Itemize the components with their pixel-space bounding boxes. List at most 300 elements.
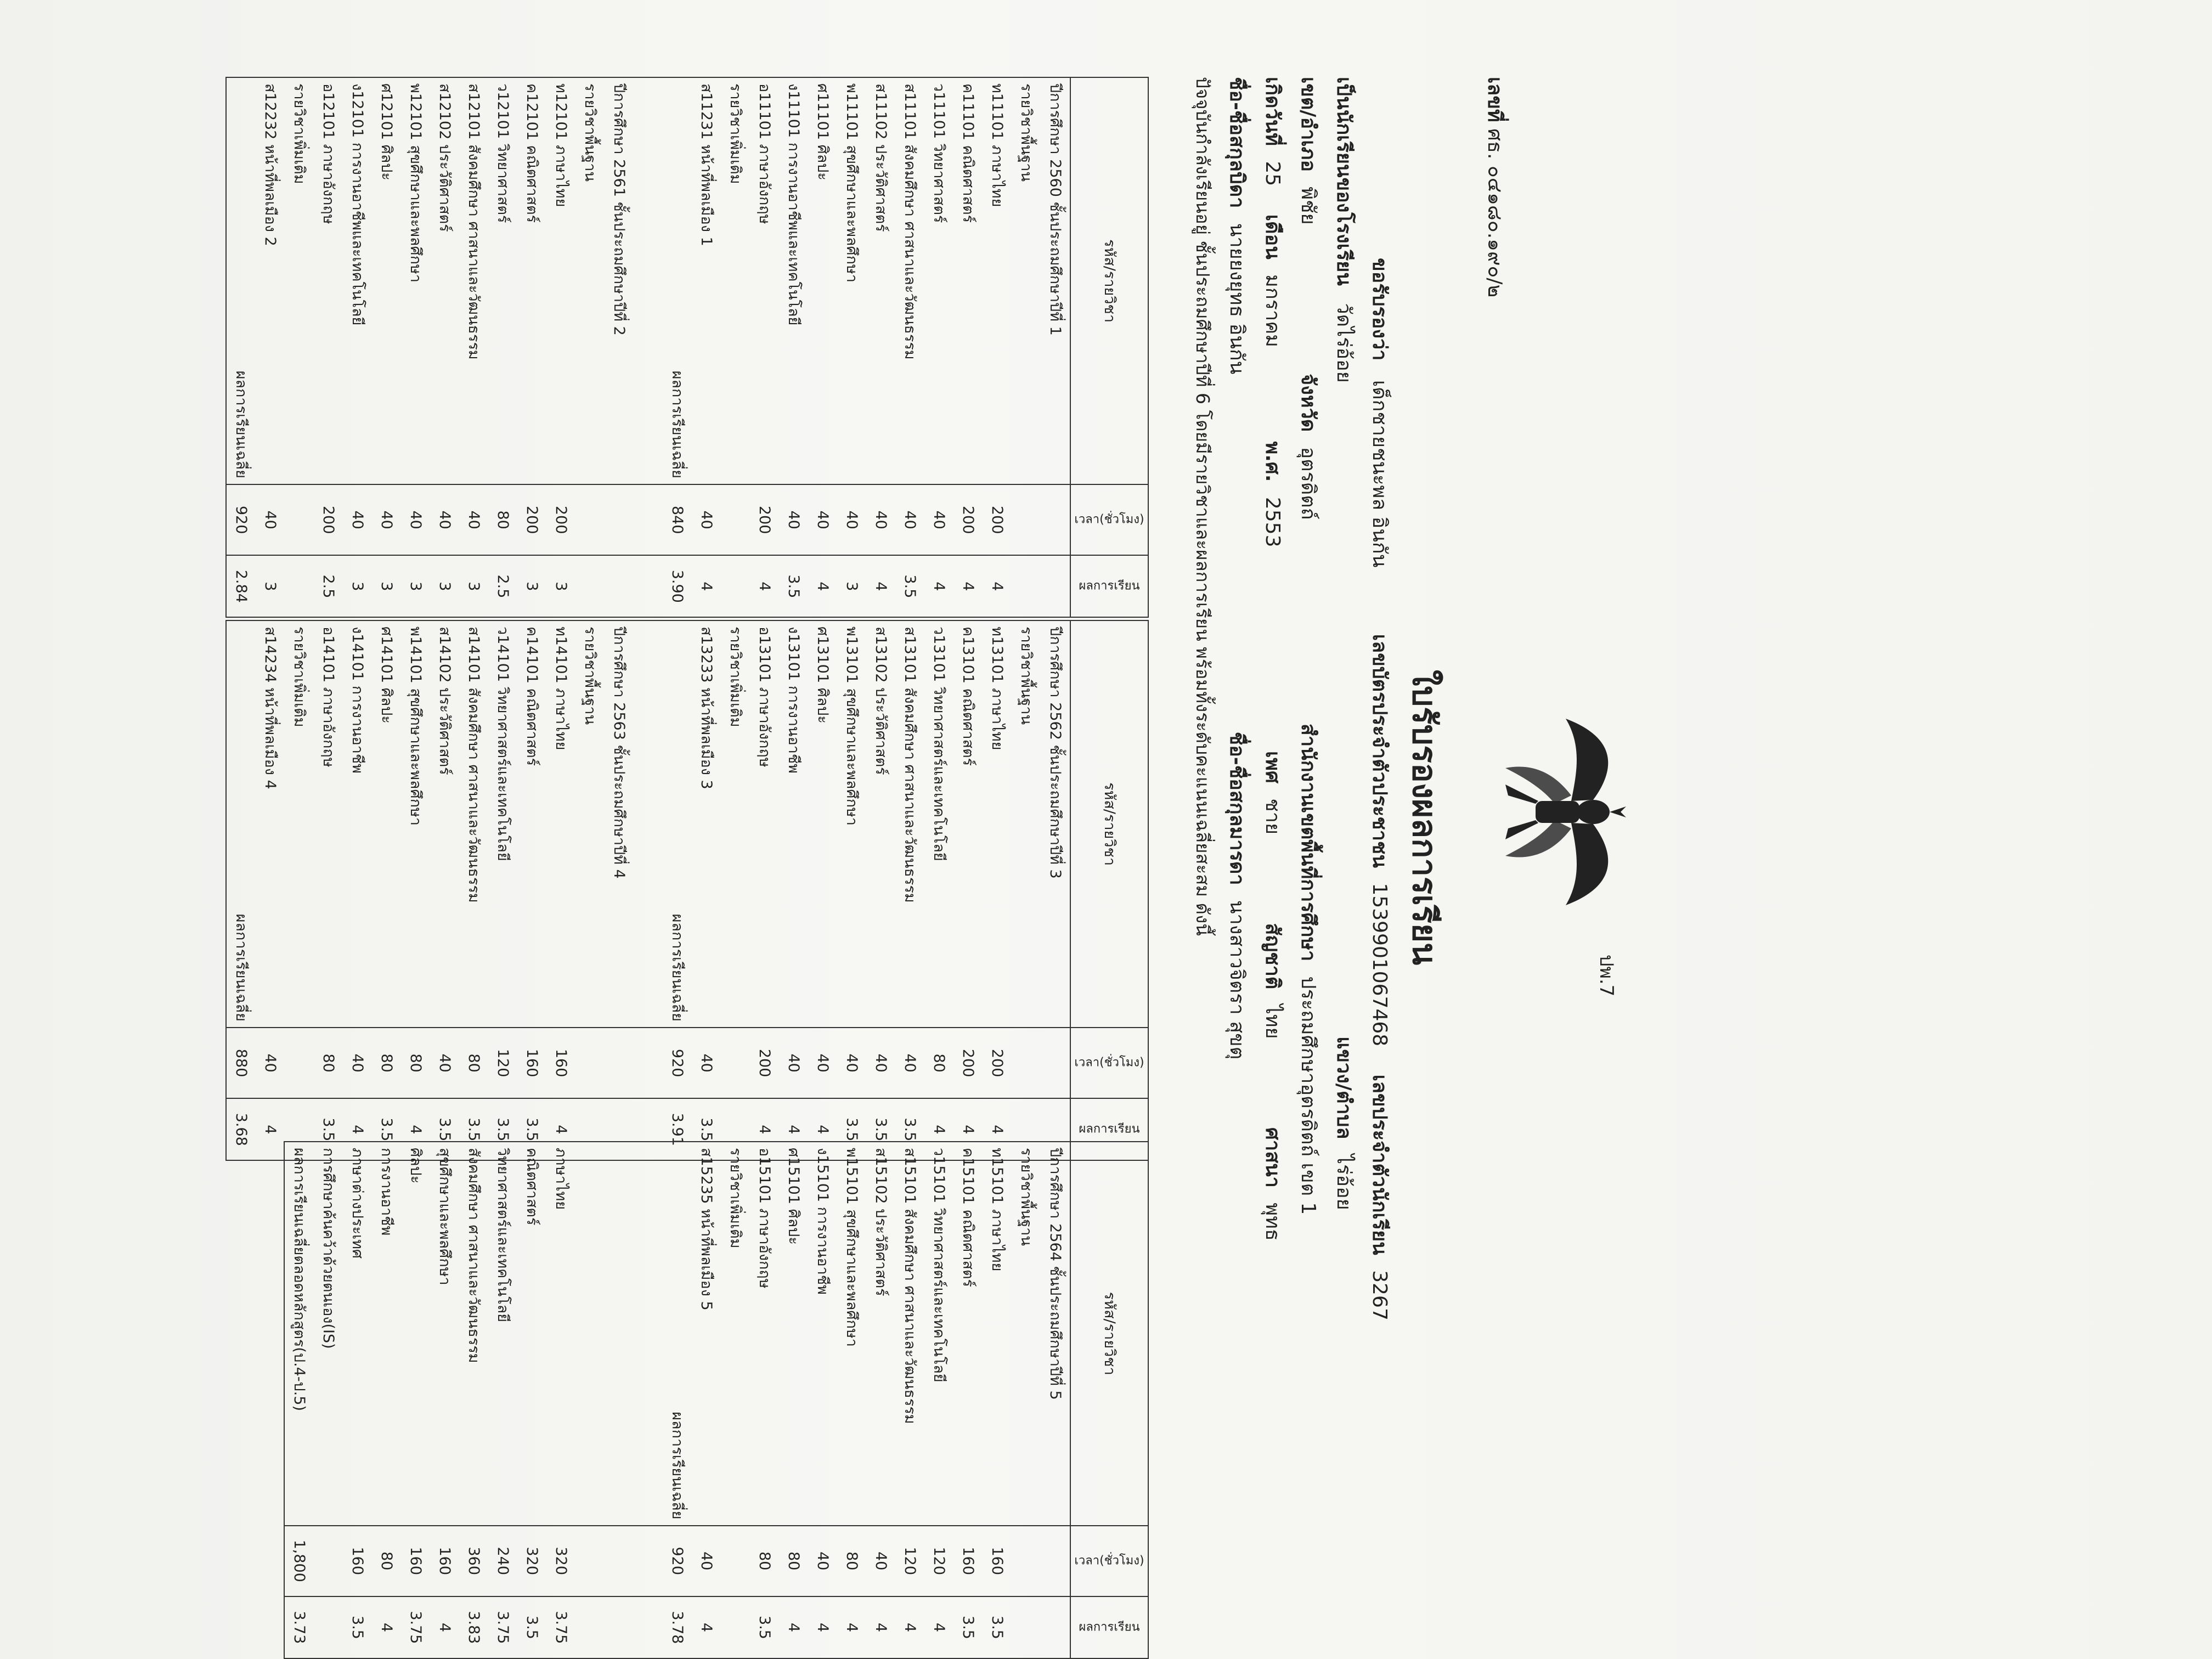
empty-cell [285,555,314,617]
year-title: ปีการศึกษา 2560 ชั้นประถมศึกษาปีที่ 1 [1041,77,1070,484]
subject-hours: 160 [953,1526,983,1596]
subject-hours: 80 [314,1028,343,1098]
empty-cell [634,1142,663,1526]
subject-name: ศ14101 ศิลปะ [372,620,401,1028]
subject-hours: 40 [808,484,837,555]
table-row [779,1142,808,1658]
table-row [459,1142,488,1658]
year-average-label: ผลการเรียนเฉลี่ย [663,1142,692,1526]
subject-hours: 200 [314,484,343,555]
table-row [779,77,808,617]
table-row [983,1142,1012,1658]
subject-name: ว13101 วิทยาศาสตร์และเทคโนโลยี [924,620,953,1028]
subject-grade: 4 [692,1596,721,1658]
table-row [924,1142,953,1658]
table-row [866,77,895,617]
extra-subjects-label: รายวิชาเพิ่มเติม [721,620,750,1028]
summary-subject: ภาษาไทย [546,1142,575,1526]
empty-cell [1041,1596,1070,1658]
subject-hours: 80 [837,1526,866,1596]
table-row [517,620,546,1160]
subject-hours: 40 [895,1028,924,1098]
table-row [401,77,430,617]
year-average: 3.91 [663,1098,692,1160]
summary-subject: สังคมศึกษา ศาสนาและวัฒนธรรม [459,1142,488,1526]
subject-hours: 40 [895,484,924,555]
table-row [343,77,372,617]
empty-cell [1012,1596,1041,1658]
empty-cell [605,555,634,617]
table-row [837,77,866,617]
table-row [634,77,663,617]
subject-grade: 3 [546,555,575,617]
summary-hours [314,1526,343,1596]
subject-hours: 40 [808,1526,837,1596]
table-row [459,77,488,617]
empty-cell [1041,1028,1070,1098]
year-total-hours: 920 [663,1526,692,1596]
subject-name: อ15101 ภาษาอังกฤษ [750,1142,779,1526]
summary-subject: วิทยาศาสตร์และเทคโนโลยี [488,1142,517,1526]
subject-name: ศ11101 ศิลปะ [808,77,837,484]
year-average-label: ผลการเรียนเฉลี่ย [663,77,692,484]
subject-grade: 4 [808,555,837,617]
subject-name: ส11101 สังคมศึกษา ศาสนาและวัฒนธรรม [895,77,924,484]
summary-grade: 3.5 [517,1596,546,1658]
subject-name: ท15101 ภาษาไทย [983,1142,1012,1526]
summary-grade: 4 [372,1596,401,1658]
table-row [721,1142,750,1658]
subject-grade: 4 [808,1596,837,1658]
summary-subject: สุขศึกษาและพลศึกษา [430,1142,459,1526]
table-row [663,1142,692,1658]
subject-grade: 3.5 [459,1098,488,1160]
subject-grade: 3.5 [779,555,808,617]
empty-cell [575,1526,605,1596]
subject-grade: 3.5 [314,1098,343,1160]
table-row [285,620,314,1160]
subject-name: ค13101 คณิตศาสตร์ [953,620,983,1028]
curriculum-average: 3.73 [284,1596,314,1658]
empty-cell [605,1526,634,1596]
table-row [430,77,459,617]
empty-cell [721,1028,750,1098]
table-row [226,620,256,1160]
table-row [488,620,517,1160]
hours-header: เวลา(ชั่วโมง) [1070,1028,1148,1098]
subject-hours: 80 [401,1028,430,1098]
subject-name: ส13233 หน้าที่พลเมือง 3 [692,620,721,1028]
subject-name: ว12101 วิทยาศาสตร์ [488,77,517,484]
subject-grade: 3 [459,555,488,617]
table-row [284,1142,314,1658]
subject-hours: 40 [692,484,721,555]
empty-cell [1041,555,1070,617]
subject-name: ศ12101 ศิลปะ [372,77,401,484]
subject-grade: 3.5 [895,1098,924,1160]
subject-header: รหัส/รายวิชา [1070,77,1148,484]
subject-grade: 3 [372,555,401,617]
empty-cell [605,1142,634,1526]
subject-hours: 120 [924,1526,953,1596]
grades-table-3 [284,1141,1149,1659]
curriculum-total-hours: 1,800 [284,1526,314,1596]
subject-name: ง15101 การงานอาชีพ [808,1142,837,1526]
basic-subjects-label: รายวิชาพื้นฐาน [1012,77,1041,484]
subject-name: ส14102 ประวัติศาสตร์ [430,620,459,1028]
table-row [866,1142,895,1658]
empty-cell [1012,484,1041,555]
subject-grade: 4 [401,1098,430,1160]
subject-hours: 40 [866,484,895,555]
table-row [750,620,779,1160]
table-row [1012,1142,1041,1658]
empty-cell [1012,1028,1041,1098]
table-row [1012,620,1041,1160]
year-average: 3.78 [663,1596,692,1658]
subject-grade: 4 [750,555,779,617]
table-row [605,77,634,617]
subject-name: ท12101 ภาษาไทย [546,77,575,484]
empty-cell [605,1028,634,1098]
empty-cell [605,1596,634,1658]
table-row [895,77,924,617]
empty-cell [634,1526,663,1596]
subject-grade: 4 [983,1098,1012,1160]
document-title: ใบรับรองผลการเรียน [1405,669,1443,966]
subject-hours: 40 [256,484,285,555]
subject-grade: 3.5 [372,1098,401,1160]
subject-hours: 40 [866,1028,895,1098]
year-total-hours: 840 [663,484,692,555]
subject-name: ว15101 วิทยาศาสตร์และเทคโนโลยี [924,1142,953,1526]
empty-cell [575,484,605,555]
table-row [401,1142,430,1658]
subject-grade: 3 [517,555,546,617]
empty-cell [721,555,750,617]
subject-name: อ14101 ภาษาอังกฤษ [314,620,343,1028]
summary-subject: การงานอาชีพ [372,1142,401,1526]
subject-grade: 4 [779,1098,808,1160]
table-row [663,620,692,1160]
subject-name: ท11101 ภาษาไทย [983,77,1012,484]
table-row [1041,77,1070,617]
subject-grade: 4 [866,555,895,617]
empty-cell [605,484,634,555]
extra-subjects-label: รายวิชาเพิ่มเติม [285,77,314,484]
empty-cell [575,1142,605,1526]
subject-hours: 40 [866,1526,895,1596]
subject-name: ส14101 สังคมศึกษา ศาสนาและวัฒนธรรม [459,620,488,1028]
subject-name: ศ13101 ศิลปะ [808,620,837,1028]
student-info-line-5: ชื่อ-ชื่อสกุลบิดา นายยงยุทธ อินกัน ชื่อ-ชื่อสกุลมารดา นางสาวจิตรา สุขตุ [1226,77,1248,1060]
table-row [808,77,837,617]
garuda-emblem-icon [1489,713,1632,911]
subject-grade: 4 [924,555,953,617]
subject-hours: 40 [256,1028,285,1098]
year-title: ปีการศึกษา 2562 ชั้นประถมศึกษาปีที่ 3 [1041,620,1070,1028]
subject-header: รหัส/รายวิชา [1070,1142,1148,1526]
empty-cell [634,1596,663,1658]
subject-hours: 80 [372,1028,401,1098]
table-row [953,1142,983,1658]
subject-grade: 3 [343,555,372,617]
year-average: 3.68 [226,1098,256,1160]
subject-hours: 40 [924,484,953,555]
subject-hours: 200 [983,1028,1012,1098]
subject-name: อ11101 ภาษาอังกฤษ [750,77,779,484]
subject-name: ส11231 หน้าที่พลเมือง 1 [692,77,721,484]
subject-grade: 3.5 [692,1098,721,1160]
summary-hours: 320 [517,1526,546,1596]
table-row [750,77,779,617]
year-average: 2.84 [226,555,256,617]
basic-subjects-label: รายวิชาพื้นฐาน [575,77,605,484]
subject-name: ส15235 หน้าที่พลเมือง 5 [692,1142,721,1526]
subject-name: ว11101 วิทยาศาสตร์ [924,77,953,484]
extra-subjects-label: รายวิชาเพิ่มเติม [285,620,314,1028]
empty-cell [1041,484,1070,555]
table-row [634,620,663,1160]
grade-header: ผลการเรียน [1070,1098,1148,1160]
year-title: ปีการศึกษา 2561 ชั้นประถมศึกษาปีที่ 2 [605,77,634,484]
subject-grade: 3.5 [983,1596,1012,1658]
summary-subject: ภาษาต่างประเทศ [343,1142,372,1526]
subject-name: ศ15101 ศิลปะ [779,1142,808,1526]
empty-cell [575,1596,605,1658]
student-info-line-1: ขอรับรองว่า เด็กชายชนะพล อินกัน เลขบัตรประจำตัวประชาชน 1539901067468 เลขประจำตัวนักเรียน 3267 [1368,258,1391,1321]
subject-grade: 4 [983,555,1012,617]
summary-hours: 360 [459,1526,488,1596]
table-row [401,620,430,1160]
table-row [314,1142,343,1658]
table-row [575,77,605,617]
subject-hours: 40 [692,1526,721,1596]
document-number: เลขที่ ศธ. ๐๔๑๘๐.๑๙๐/๒ [1483,77,1506,298]
table-row [1041,1142,1070,1658]
empty-cell [634,555,663,617]
table-row [692,77,721,617]
subject-grade: 4 [256,1098,285,1160]
subject-grade: 3.5 [837,1098,866,1160]
extra-subjects-label: รายวิชาเพิ่มเติม [721,77,750,484]
subject-hours: 200 [983,484,1012,555]
subject-grade: 3 [837,555,866,617]
subject-grade: 3.5 [866,1098,895,1160]
subject-name: ง13101 การงานอาชีพ [779,620,808,1028]
year-title: ปีการศึกษา 2563 ชั้นประถมศึกษาปีที่ 4 [605,620,634,1028]
subject-grade: 3.5 [953,1596,983,1658]
empty-cell [1012,1526,1041,1596]
status-line: ปัจจุบันกำลังเรียนอยู่ ชั้นประถมศึกษาปีที่ 6 โดยมีรายวิชาและผลการเรียน พร้อมทั้งระดับคะแนนเฉลี่ยสะสม ดังนี้ [1192,77,1214,936]
subject-grade: 4 [837,1596,866,1658]
subject-name: พ13101 สุขศึกษาและพลศึกษา [837,620,866,1028]
subject-name: ส14234 หน้าที่พลเมือง 4 [256,620,285,1028]
empty-cell [285,484,314,555]
subject-hours: 200 [750,484,779,555]
subject-name: พ12101 สุขศึกษาและพลศึกษา [401,77,430,484]
subject-hours: 40 [430,484,459,555]
subject-grade: 3.5 [430,1098,459,1160]
empty-cell [285,1028,314,1098]
grade-header: ผลการเรียน [1070,1596,1148,1658]
summary-hours: 160 [430,1526,459,1596]
year-total-hours: 920 [663,1028,692,1098]
year-average-label: ผลการเรียนเฉลี่ย [226,77,256,484]
subject-name: ท14101 ภาษาไทย [546,620,575,1028]
empty-cell [1041,1526,1070,1596]
summary-hours: 80 [372,1526,401,1596]
summary-subject: การศึกษาค้นคว้าด้วยตนเอง(IS) [314,1142,343,1526]
subject-hours: 200 [953,1028,983,1098]
table-row [575,620,605,1160]
subject-name: ส15102 ประวัติศาสตร์ [866,1142,895,1526]
subject-name: ท13101 ภาษาไทย [983,620,1012,1028]
table-row [779,620,808,1160]
subject-hours: 40 [837,1028,866,1098]
subject-grade: 4 [953,555,983,617]
subject-name: ค15101 คณิตศาสตร์ [953,1142,983,1526]
empty-cell [634,620,663,1028]
summary-hours: 240 [488,1526,517,1596]
subject-grade: 3 [401,555,430,617]
basic-subjects-label: รายวิชาพื้นฐาน [1012,1142,1041,1526]
basic-subjects-label: รายวิชาพื้นฐาน [575,620,605,1028]
subject-grade: 4 [343,1098,372,1160]
table-row [575,1142,605,1658]
table-row [314,620,343,1160]
basic-subjects-label: รายวิชาพื้นฐาน [1012,620,1041,1028]
summary-grade: 3.75 [546,1596,575,1658]
table-row [1012,77,1041,617]
table-row [546,77,575,617]
subject-name: พ11101 สุขศึกษาและพลศึกษา [837,77,866,484]
table-row [256,620,285,1160]
table-row [517,77,546,617]
table-row [605,620,634,1160]
subject-hours: 40 [837,484,866,555]
student-info-line-3: เขต/อำเภอ พิชัย จังหวัด อุตรดิตถ์ สำนักงานเขตพื้นที่การศึกษา ประถมศึกษาอุตรดิตถ์ เขต 1 [1297,77,1319,1215]
subject-name: อ13101 ภาษาอังกฤษ [750,620,779,1028]
year-total-hours: 880 [226,1028,256,1098]
subject-hours: 80 [488,484,517,555]
subject-hours: 120 [488,1028,517,1098]
subject-hours: 40 [343,1028,372,1098]
subject-name: ส12232 หน้าที่พลเมือง 2 [256,77,285,484]
summary-hours: 320 [546,1526,575,1596]
table-row [314,77,343,617]
table-row [546,1142,575,1658]
summary-subject: คณิตศาสตร์ [517,1142,546,1526]
table-row [692,1142,721,1658]
empty-cell [575,1028,605,1098]
subject-grade: 4 [866,1596,895,1658]
table-row [634,1142,663,1658]
subject-header: รหัส/รายวิชา [1070,620,1148,1028]
grade-header: ผลการเรียน [1070,555,1148,617]
summary-grade: 3.75 [488,1596,517,1658]
subject-grade: 2.5 [314,555,343,617]
subject-grade: 4 [779,1596,808,1658]
subject-hours: 80 [750,1526,779,1596]
table-row [256,77,285,617]
subject-hours: 200 [750,1028,779,1098]
subject-grade: 4 [808,1098,837,1160]
hours-header: เวลา(ชั่วโมง) [1070,484,1148,555]
subject-hours: 80 [779,1526,808,1596]
subject-grade: 3.5 [488,1098,517,1160]
subject-grade: 4 [895,1596,924,1658]
summary-hours: 160 [343,1526,372,1596]
subject-hours: 120 [895,1526,924,1596]
table-row [605,1142,634,1658]
table-row [924,77,953,617]
subject-hours: 40 [692,1028,721,1098]
subject-grade: 4 [750,1098,779,1160]
subject-grade: 4 [692,555,721,617]
subject-name: ส12102 ประวัติศาสตร์ [430,77,459,484]
table-row [372,1142,401,1658]
subject-grade: 4 [953,1098,983,1160]
empty-cell [634,77,663,484]
empty-cell [1012,555,1041,617]
table-row [750,1142,779,1658]
subject-grade: 3.5 [895,555,924,617]
subject-grade: 4 [924,1596,953,1658]
empty-cell [634,484,663,555]
empty-cell [721,1596,750,1658]
table-row [983,620,1012,1160]
summary-grade: 3.5 [343,1596,372,1658]
summary-hours: 160 [401,1526,430,1596]
subject-name: ง11101 การงานอาชีพและเทคโนโลยี [779,77,808,484]
summary-subject: ศิลปะ [401,1142,430,1526]
form-code: ปพ.7 [1595,955,1617,997]
subject-hours: 200 [517,484,546,555]
table-row [546,620,575,1160]
table-row [430,1142,459,1658]
subject-name: ง12101 การงานอาชีพและเทคโนโลยี [343,77,372,484]
subject-name: ค14101 คณิตศาสตร์ [517,620,546,1028]
table-row [983,77,1012,617]
table-row [692,620,721,1160]
subject-hours: 160 [517,1028,546,1098]
table-row [953,77,983,617]
table-row [895,620,924,1160]
year-total-hours: 920 [226,484,256,555]
empty-cell [721,1526,750,1596]
table-row [372,77,401,617]
table-row [488,1142,517,1658]
year-average-label: ผลการเรียนเฉลี่ย [226,620,256,1028]
student-info-line-2: เป็นนักเรียนของโรงเรียน วัดไร่อ้อย แขวง/ตำบล ไร่อ้อย [1333,77,1355,1210]
hours-header: เวลา(ชั่วโมง) [1070,1526,1148,1596]
subject-hours: 40 [459,484,488,555]
subject-hours: 160 [983,1526,1012,1596]
subject-hours: 200 [953,484,983,555]
subject-hours: 200 [546,484,575,555]
subject-name: ส13102 ประวัติศาสตร์ [866,620,895,1028]
table-row [372,620,401,1160]
table-row [663,77,692,617]
summary-grade: 3.83 [459,1596,488,1658]
curriculum-average-label: ผลการเรียนเฉลี่ยตลอดหลักสูตร(ป.4-ป.5) [284,1142,314,1526]
subject-name: ส15101 สังคมศึกษา ศาสนาและวัฒนธรรม [895,1142,924,1526]
summary-grade: 4 [430,1596,459,1658]
subject-name: ส13101 สังคมศึกษา ศาสนาและวัฒนธรรม [895,620,924,1028]
subject-hours: 160 [546,1028,575,1098]
table-row [924,620,953,1160]
